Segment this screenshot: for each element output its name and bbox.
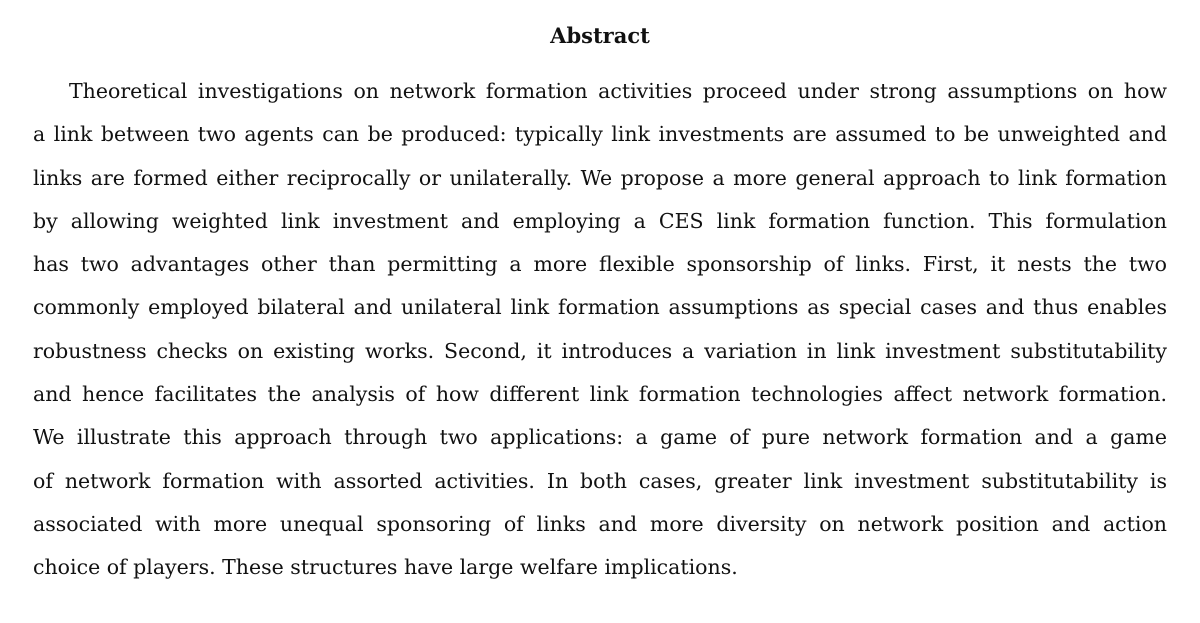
abstract-line: has two advantages other than permitting a more flexible sponsorship of links. First, it nests the two <box>33 252 1167 277</box>
abstract-line: and hence facilitates the analysis of how different link formation technologies affect network formation. <box>33 382 1167 407</box>
abstract-line: links are formed either reciprocally or unilaterally. We propose a more general approach to link formation <box>33 165 1167 190</box>
abstract-body <box>33 70 1167 590</box>
abstract-line: associated with more unequal sponsoring of links and more diversity on network position and action <box>33 511 1167 536</box>
abstract-line: commonly employed bilateral and unilateral link formation assumptions as special cases and thus enables <box>33 295 1167 320</box>
abstract-line: robustness checks on existing works. Second, it introduces a variation in link investment substitutability <box>33 338 1167 363</box>
abstract-line: a link between two agents can be produced: typically link investments are assumed to be unweighted and <box>33 122 1167 147</box>
abstract-line: We illustrate this approach through two applications: a game of pure network formation and a game <box>33 425 1167 450</box>
abstract-line: by allowing weighted link investment and employing a CES link formation function. This formulation <box>33 208 1167 233</box>
abstract-heading: Abstract <box>550 23 650 48</box>
abstract-line: Theoretical investigations on network formation activities proceed under strong assumptions on how <box>69 79 1167 103</box>
abstract-line: of network formation with assorted activities. In both cases, greater link investment substitutability is <box>33 468 1167 493</box>
abstract-line: choice of players. These structures have large welfare implications. <box>33 555 738 580</box>
